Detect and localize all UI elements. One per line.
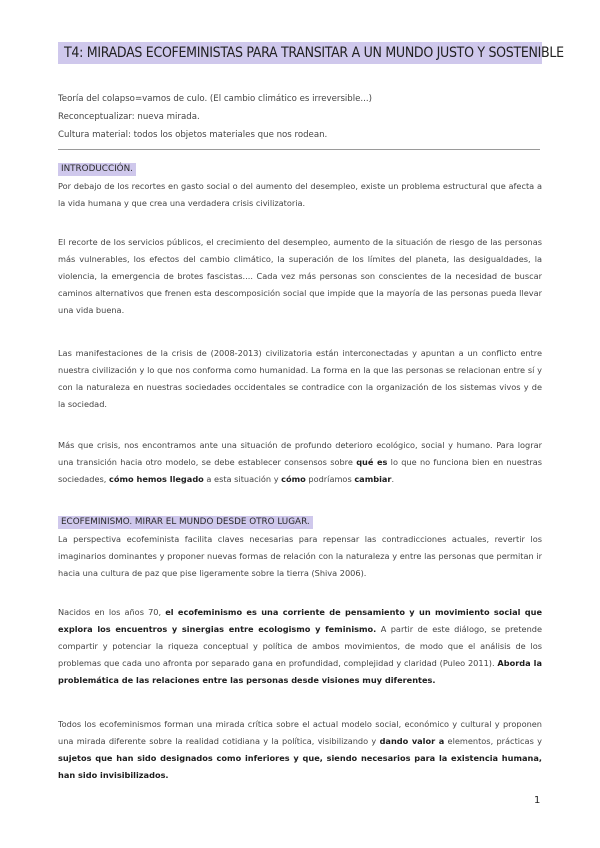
horizontal-divider (58, 149, 540, 150)
text-run: a esta situación y (203, 474, 282, 484)
paragraph: El recorte de los servicios públicos, el crecimiento del desempleo, aumento de la situación de riesgo de las personas más vulnerables, los efectos del cambio climático, la superación de los límites del planeta, las desigualdades, la violencia, la emergencia de brotes fascistas.... Cada vez más personas son conscientes de la necesidad de buscar caminos alternativos que frenen esta descomposición social que impide que la mayoría de las personas pueda llevar una vida buena. (58, 237, 542, 315)
paragraph: Las manifestaciones de la crisis de (2008-2013) civilizatoria están interconectadas y apuntan a un conflicto entre nuestra civilización y lo que nos conforma como humanidad. La forma en la que las personas se relacionan entre sí y con la naturaleza en nuestras sociedades occidentales se contradice con la organización de los sistemas vivos y de la sociedad. (58, 348, 542, 409)
bold-text: cómo hemos llegado (109, 474, 204, 484)
bold-text: cómo (281, 474, 306, 484)
intro-line: Cultura material: todos los objetos materiales que nos rodean. (58, 130, 328, 140)
page-number: 1 (534, 795, 541, 806)
intro-line: Teoría del colapso=vamos de culo. (El cambio climático es irreversible...) (58, 94, 372, 104)
text-run: Más que crisis, nos encontramos ante una situación de profundo deterioro ecológico, social y humano. Para lograr una transición hacia otro modelo, se debe establecer consensos sobre (58, 440, 542, 467)
text-run: Todos los ecofeminismos forman una mirada crítica sobre el actual modelo social, económico y cultural y proponen una mirada diferente sobre la realidad cotidiana y la política, visibilizando y (58, 719, 542, 746)
bold-text: dando valor a (379, 736, 445, 746)
bold-text: sujetos que han sido designados como inferiores y que, siendo necesarios para la existencia humana, han sido invisibilizados. (58, 753, 542, 780)
intro-notes (58, 90, 548, 144)
paragraph (58, 716, 542, 784)
text-run: lo que no funciona bien en nuestras sociedades, (58, 457, 542, 484)
paragraph (58, 604, 542, 689)
bold-text: cambiar (354, 474, 392, 484)
section-heading-introduccion: INTRODUCCIÓN. (58, 163, 136, 176)
paragraph: La perspectiva ecofeminista facilita claves necesarias para repensar las contradicciones actuales, revertir los imaginarios dominantes y proponer nuevas formas de relación con la naturaleza y entre las personas que permitan ir hacia una cultura de paz que pise ligeramente sobre la tierra (Shiva 2006). (58, 534, 542, 578)
intro-line: Reconceptualizar: nueva mirada. (58, 112, 200, 122)
title-highlight (58, 42, 564, 64)
text-run: podríamos (305, 474, 355, 484)
text-run: . (391, 474, 395, 484)
text-run: Nacidos en los años 70, (58, 607, 166, 617)
paragraph (58, 437, 542, 488)
text-run: elementos, prácticas y (444, 736, 542, 746)
bold-text: el ecofeminismo es una corriente de pensamiento y un movimiento social que explora los encuentros y sinergias entre ecologismo y feminismo. (58, 607, 543, 634)
text-run: A partir de este diálogo, se pretende compartir y potenciar la riqueza conceptual y política de ambos movimientos, de modo que el análisis de los problemas que cada uno afronta por separado gana en profundidad, complejidad y claridad (Puleo 2011). (58, 624, 542, 668)
paragraph: Por debajo de los recortes en gasto social o del aumento del desempleo, existe un problema estructural que afecta a la vida humana y que crea una verdadera crisis civilizatoria. (58, 181, 542, 208)
bold-text: qué es (356, 457, 388, 467)
bold-text: Aborda la problemática de las relaciones entre las personas desde visiones muy diferentes. (58, 658, 542, 685)
page-title: T4: MIRADAS ECOFEMINISTAS PARA TRANSITAR A UN MUNDO JUSTO Y SOSTENIBLE (64, 45, 564, 61)
section-heading-ecofeminismo: ECOFEMINISMO. MIRAR EL MUNDO DESDE OTRO LUGAR. (58, 516, 313, 529)
